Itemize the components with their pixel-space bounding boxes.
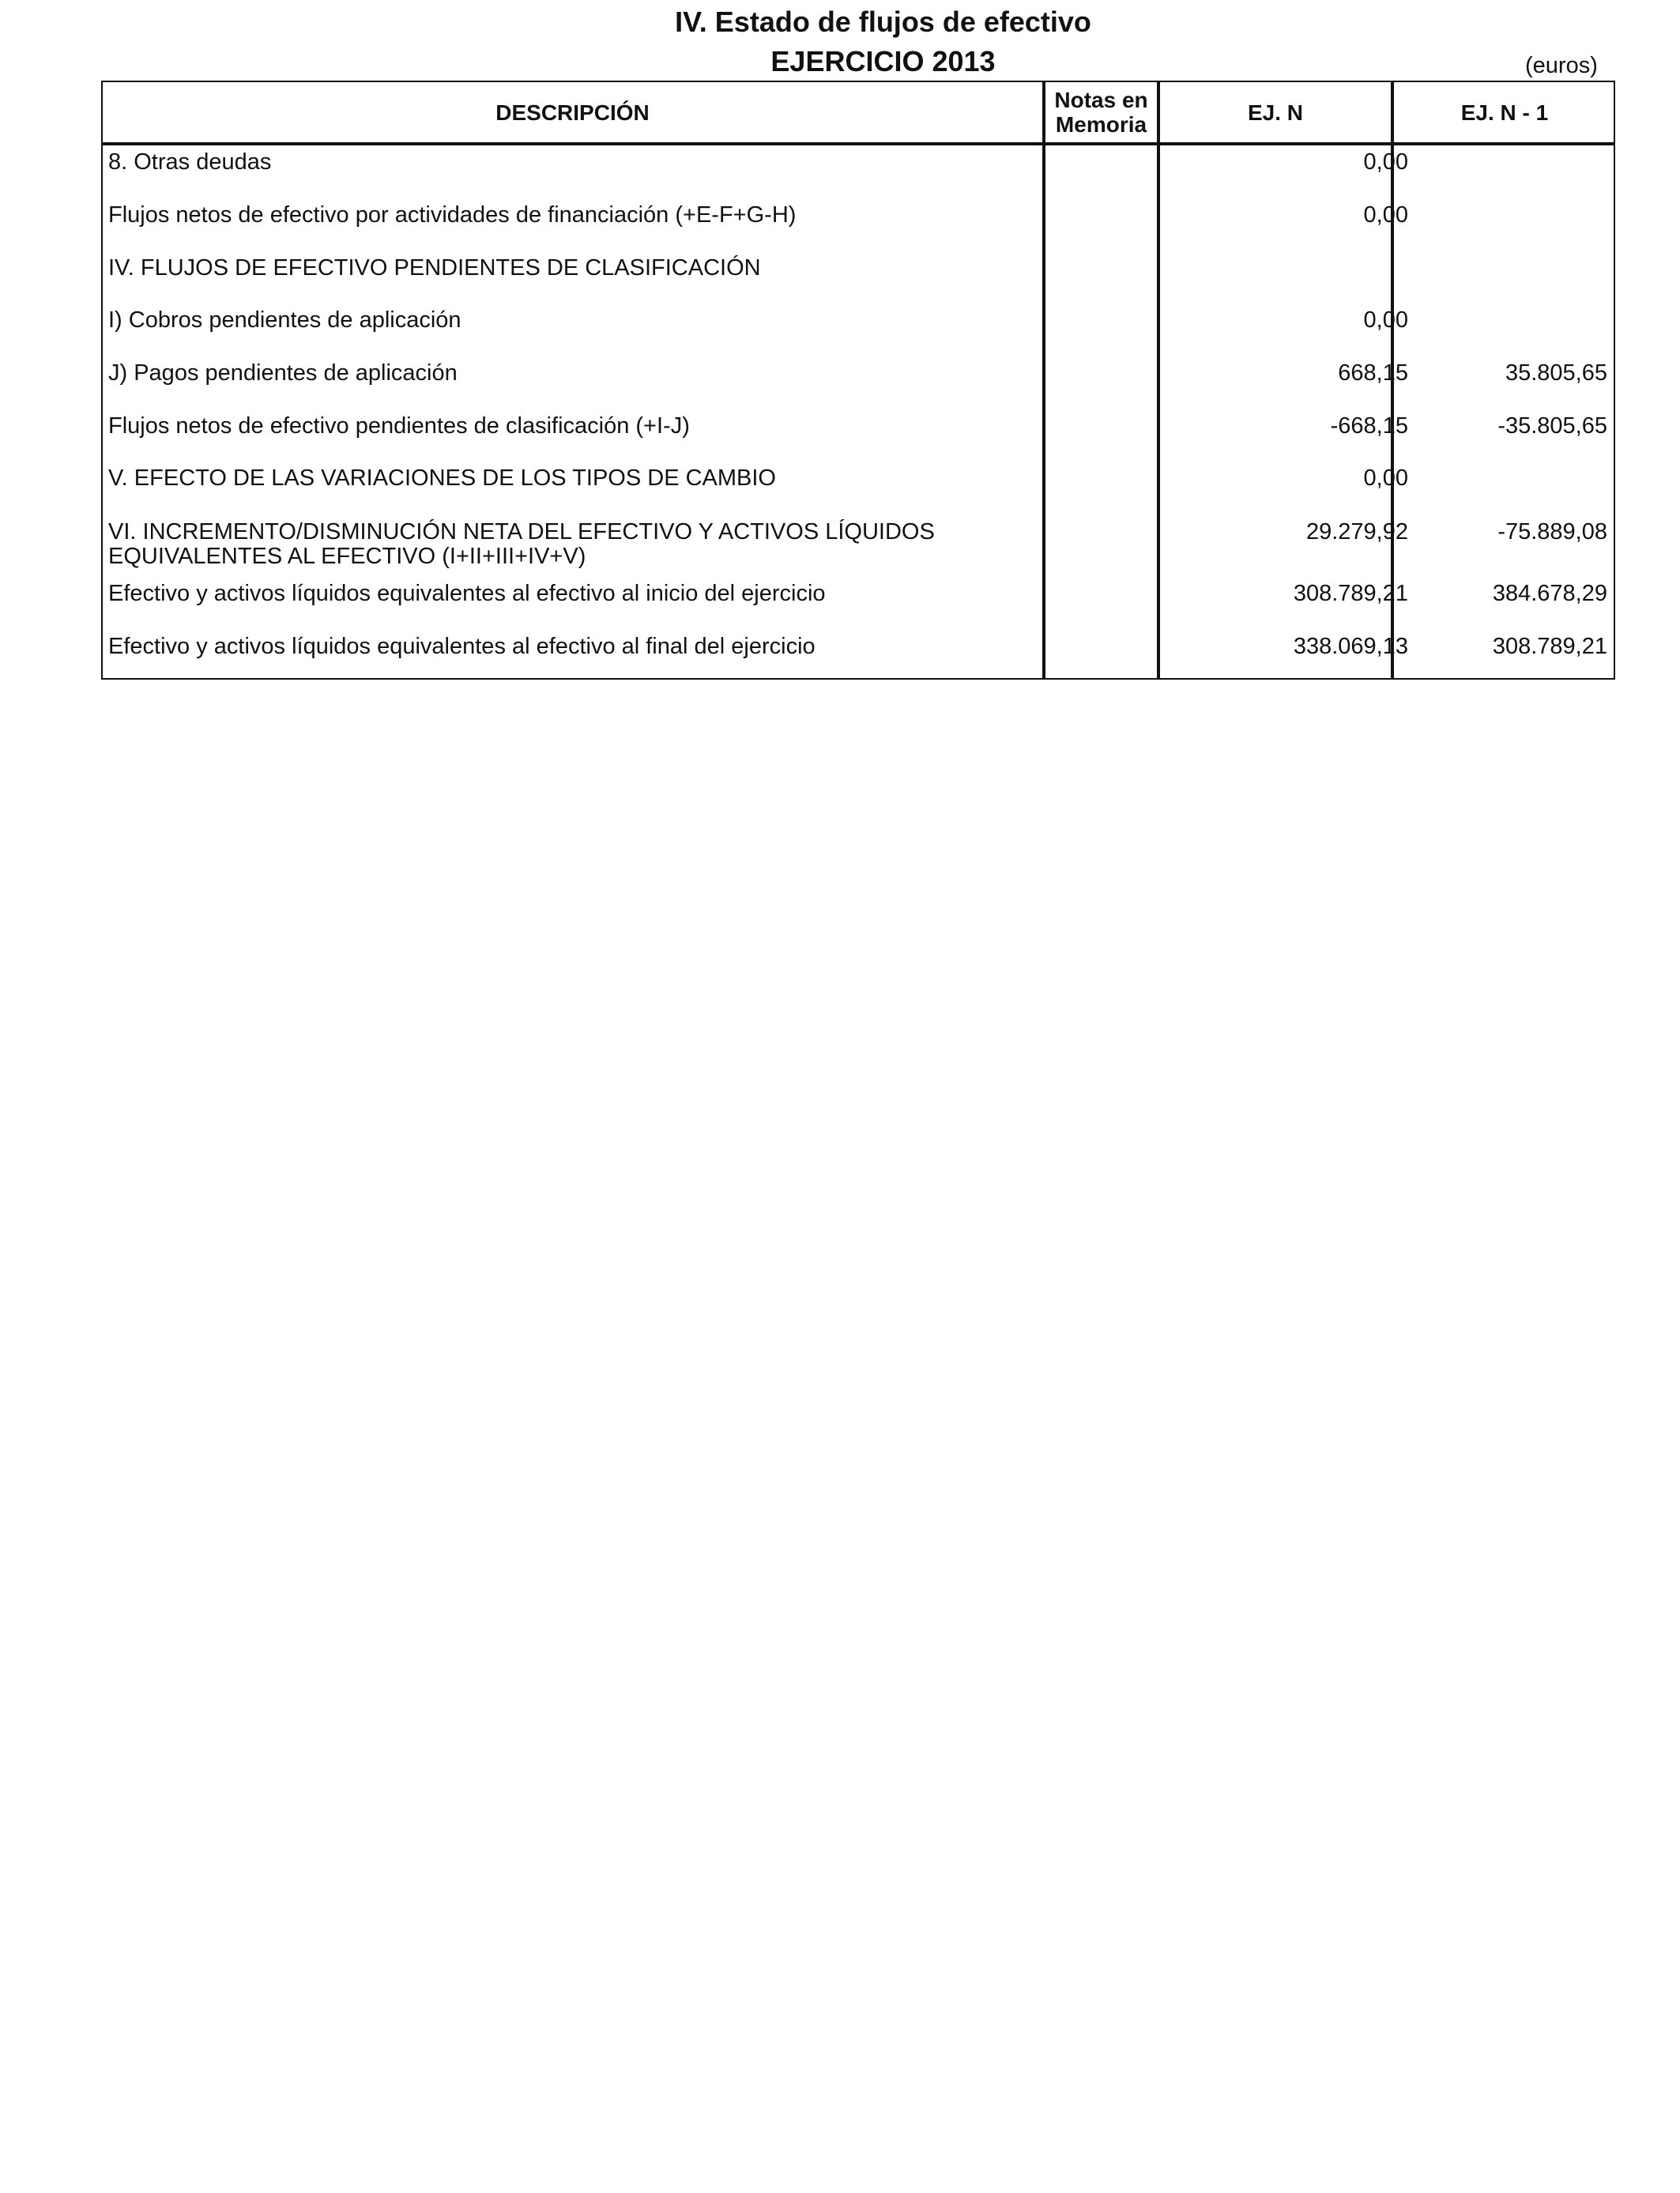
row-description: Flujos netos de efectivo pendientes de clasificación (+I-J) — [108, 413, 690, 439]
row-previous-value: 384.678,29 — [1492, 581, 1607, 606]
header-previous-year-label: EJ. N - 1 — [1460, 100, 1549, 125]
document-subtitle: EJERCICIO 2013 — [770, 45, 996, 77]
row-current-value: 338.069,13 — [1293, 634, 1408, 659]
row-current-value: 0,00 — [1363, 202, 1408, 228]
header-current-year-label: EJ. N — [1247, 100, 1304, 125]
row-current-value: 308.789,21 — [1293, 581, 1408, 606]
header-notes — [1045, 82, 1157, 142]
row-description — [108, 520, 1033, 569]
row-description-line2: EQUIVALENTES AL EFECTIVO (I+II+III+IV+V) — [108, 544, 586, 569]
row-description: Efectivo y activos líquidos equivalentes al efectivo al final del ejercicio — [108, 634, 816, 659]
header-description — [103, 82, 1042, 142]
header-divider — [103, 142, 1614, 145]
row-description: V. EFECTO DE LAS VARIACIONES DE LOS TIPOS DE CAMBIO — [108, 465, 776, 491]
row-description: Flujos netos de efectivo por actividades de financiación (+E-F+G-H) — [108, 202, 797, 228]
row-current-value: 29.279,92 — [1305, 519, 1408, 544]
row-description: 8. Otras deudas — [108, 149, 272, 175]
row-description-line1: VI. INCREMENTO/DISMINUCIÓN NETA DEL EFECTIVO Y ACTIVOS LÍQUIDOS — [108, 519, 935, 544]
cash-flow-table — [101, 81, 1615, 680]
header-notes-line2: Memoria — [1055, 112, 1147, 137]
header-description-label: DESCRIPCIÓN — [495, 100, 650, 125]
row-previous-value: -75.889,08 — [1497, 519, 1607, 544]
header-previous-year — [1394, 82, 1615, 142]
row-current-value: 668,15 — [1338, 360, 1408, 386]
row-description: J) Pagos pendientes de aplicación — [108, 360, 458, 386]
row-current-value: 0,00 — [1363, 307, 1408, 333]
column-divider — [1157, 82, 1160, 678]
header-current-year — [1160, 82, 1391, 142]
column-divider — [1042, 82, 1045, 678]
row-current-value: 0,00 — [1363, 465, 1408, 491]
row-current-value: -668,15 — [1330, 413, 1408, 439]
row-description: Efectivo y activos líquidos equivalentes al efectivo al inicio del ejercicio — [108, 581, 826, 606]
row-description: I) Cobros pendientes de aplicación — [108, 307, 461, 333]
row-previous-value: 308.789,21 — [1492, 634, 1607, 659]
row-previous-value: -35.805,65 — [1497, 413, 1607, 439]
document-title: IV. Estado de flujos de efectivo — [675, 6, 1091, 38]
row-description: IV. FLUJOS DE EFECTIVO PENDIENTES DE CLASIFICACIÓN — [108, 255, 761, 281]
units-label: (euros) — [1525, 53, 1598, 78]
header-notes-line1: Notas en — [1054, 88, 1148, 112]
row-previous-value: 35.805,65 — [1505, 360, 1607, 386]
row-current-value: 0,00 — [1363, 149, 1408, 175]
